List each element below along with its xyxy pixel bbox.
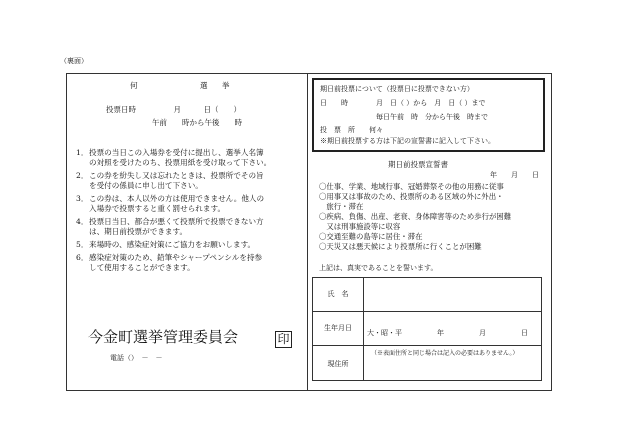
oath-date: 年 月 日 [490,171,539,179]
oath-info-table [312,277,542,381]
instruction-number: 1． [76,148,89,157]
address-label: 現住所 [327,360,349,368]
instruction-number: 5． [76,240,89,249]
instruction-line: 来場時の、感染症対策にご協力をお願いします。 [89,240,256,249]
address-row [313,346,541,380]
birthdate-row [313,312,541,346]
instruction-line: 感染症対策のため、鉛筆やシャープペンシルを持参 [89,253,263,262]
instructions-list [76,148,301,276]
instruction-item [76,171,301,191]
birthdate-label: 生年月日 [324,324,352,332]
instruction-number: 6． [76,253,89,262]
name-label: 氏 名 [327,290,349,298]
reason-item: 〇天災又は悪天候により投票所に行くことが困難 [319,242,482,251]
instruction-item [76,194,301,214]
seal-mark: 印 [275,331,292,348]
instruction-line: 投票の当日この入場券を受付に提出し、選挙人名簿 [89,148,264,157]
reason-item-continued: 旅行・滞在 [319,202,364,211]
instruction-line: この券を紛失し又は忘れたときは、投票所でその旨 [89,171,264,180]
name-row [313,278,541,312]
early-voting-period: 日 時 月 日（ ）から 月 日（ ）まで [320,99,486,107]
reason-item: 〇仕事、学業、地域行事、冠婚葬祭その他の用務に従事 [319,182,504,191]
instruction-item [76,253,301,273]
instruction-number: 2． [76,171,89,180]
instruction-item [76,148,301,168]
early-voting-heading: 期日前投票について（投票日に投票できない方） [320,85,474,93]
oath-title: 期日前投票宣誓書 [388,160,448,169]
back-side-label: （裏面） [60,57,88,65]
center-divider [307,74,308,390]
early-voting-box [312,78,545,152]
phone-number: 電話（） － － [110,354,163,362]
early-voting-place: 投 票 所 何々 [320,126,383,134]
instruction-number: 4． [76,217,89,226]
instruction-item [76,217,301,237]
election-suffix-2: 挙 [222,81,230,90]
instruction-line: して使用することができます。 [89,263,195,272]
instruction-line: の対照を受けたのち、投票用紙を受け取って下さい。 [89,158,272,167]
reason-item: 〇交通至難の島等に居住・滞在 [319,232,423,241]
election-suffix-1: 選 [200,81,208,90]
reason-item: 〇用事又は事故のため、投票所のある区域の外に外出・ [319,192,504,201]
reason-list [319,182,547,252]
instruction-line: 投票日当日、都合が悪くて投票所で投票できない方 [89,217,264,226]
instruction-line: この券は、本人以外の方は使用できません。他人の [89,194,265,203]
birthdate-value: 大・昭・平 年 月 日 [367,329,528,337]
address-note: （※表面住所と同じ場合は記入の必要はありません。） [371,350,519,357]
early-voting-hours: 毎日午前 時 分から午後 時まで [376,113,488,121]
instruction-number: 3． [76,194,89,203]
reason-item: 〇疾病、負傷、出産、老衰、身体障害等のため歩行が困難 [319,212,512,221]
instruction-line: 入場券で投票すると重く罰せられます。 [89,204,226,213]
instruction-item [76,240,301,250]
instruction-line: を受付の係員に申し出て下さい。 [89,181,203,190]
declaration-text: 上記は、真実であることを誓います。 [319,264,438,272]
election-name: 何 [130,81,138,90]
vote-time: 午前 時から午後 時 [152,118,242,127]
vote-date: 投票日時 月 日（ ） [106,105,241,114]
early-voting-note: ※期日前投票する方は下記の宣誓書に記入して下さい。 [320,137,495,145]
committee-name: 今金町選挙管理委員会 [88,328,239,346]
reason-item-continued: 又は刑事施設等に収容 [319,222,401,231]
instruction-line: は、期日前投票ができます。 [89,227,188,236]
